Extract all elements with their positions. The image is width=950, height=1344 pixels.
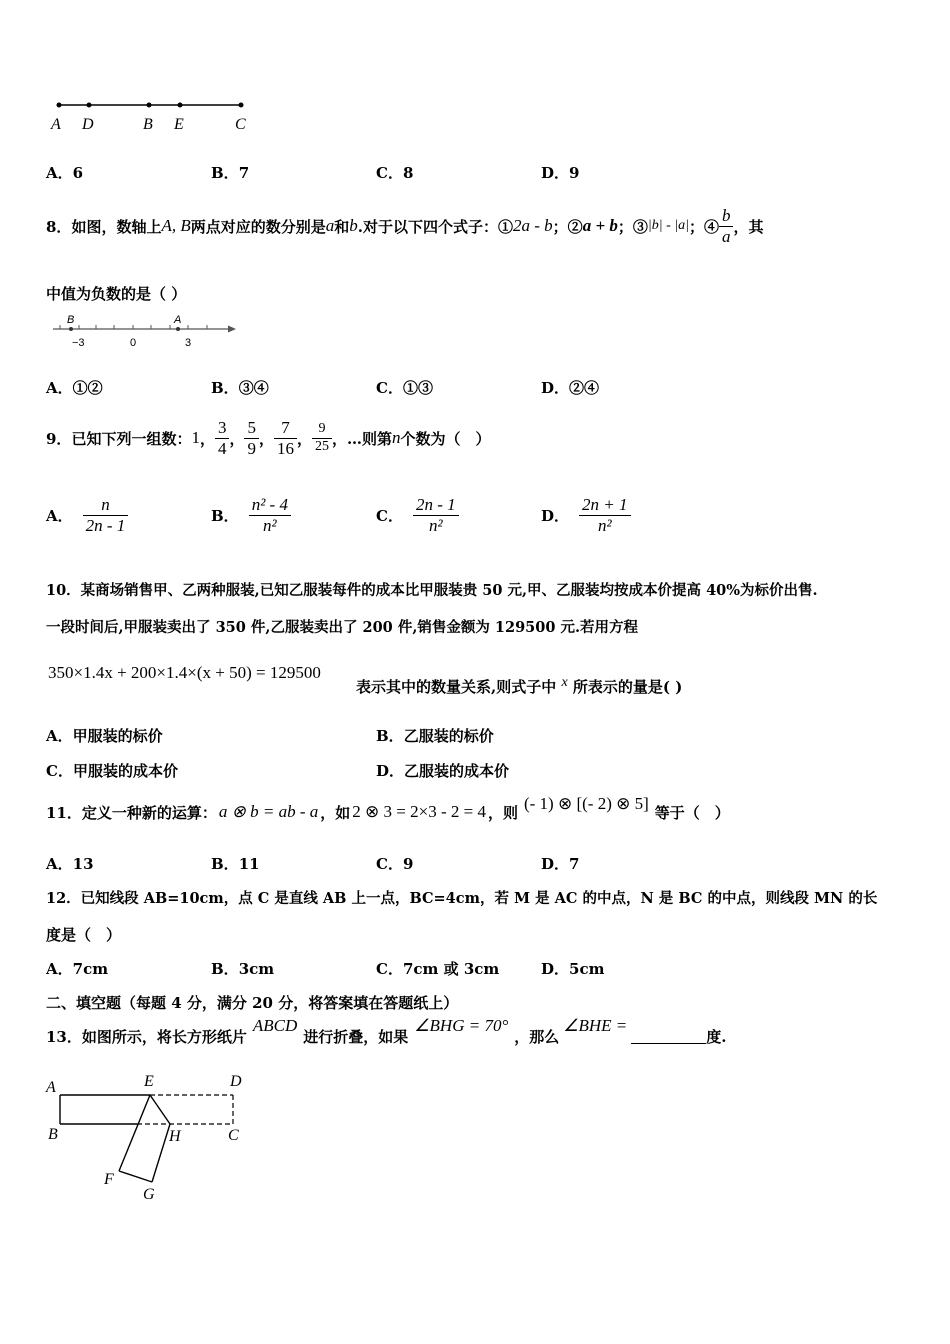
option-text: 7cm [72, 960, 109, 978]
q11-text-3: ，则 [487, 803, 518, 822]
option-key: A． [46, 727, 73, 745]
q9-comma: ， [199, 429, 215, 448]
q13-label-h: H [169, 1128, 181, 1145]
q9-text-3: 个数为（ ） [400, 429, 491, 448]
question-number: 13． [46, 1027, 82, 1046]
option-text: 7 [569, 855, 580, 873]
q10-stem-line2: 一段时间后,甲服装卖出了 350 件,乙服装卖出了 200 件,销售金额为 129500 元.若用方程 [46, 619, 639, 636]
fraction-numerator: n² - 4 [249, 495, 291, 516]
q7-point-a [57, 103, 62, 108]
option-text: 3cm [238, 960, 275, 978]
option-text: ①② [72, 379, 103, 397]
option-text: 甲服装的成本价 [72, 762, 178, 780]
q13-stem [46, 1014, 727, 1058]
q8-expr-2: a + b [582, 216, 618, 235]
q11-option-d[interactable] [541, 853, 579, 874]
q13-label-d: D [230, 1073, 242, 1090]
option-key: B． [376, 727, 404, 745]
option-key: B． [211, 506, 239, 525]
fraction-denominator: n² [263, 515, 277, 535]
q12-stem-line1: 12．已知线段 AB=10cm，点 C 是直线 AB 上一点，BC=4cm，若 M 是 AC 的中点，N 是 BC 的中点，则线段 MN 的长 [46, 890, 878, 907]
q11-option-c[interactable] [376, 853, 413, 874]
q9-term-3 [244, 418, 259, 458]
fraction-denominator: 25 [315, 438, 330, 454]
option-fraction [249, 495, 291, 535]
q8-text-6: ；③ [617, 217, 648, 236]
q9-text-1: 已知下列一组数： [71, 429, 192, 448]
q9-comma: ， [258, 429, 274, 448]
q10-option-b[interactable] [376, 725, 494, 746]
option-key: B． [211, 379, 239, 397]
fraction-numerator: 5 [244, 418, 259, 439]
q7-option-d[interactable] [541, 162, 579, 183]
q11-example: 2 ⊗ 3 = 2×3 - 2 = 4 [352, 802, 486, 821]
q9-comma: ， [297, 429, 313, 448]
q11-text-4: 等于（ ） [654, 803, 730, 822]
option-text: 7 [238, 164, 250, 182]
q8-text-3: 和 [334, 217, 350, 236]
q10-stem-line1: 10．某商场销售甲、乙两种服装,已知乙服装每件的成本比甲服装贵 50 元,甲、乙服装均按成本价提高 40%为标价出售. [46, 582, 818, 599]
q9-comma: ， [229, 429, 245, 448]
q13-ask-angle: ∠BHE = [563, 1016, 628, 1035]
option-key: C． [46, 762, 73, 780]
q12-option-c[interactable] [376, 958, 499, 979]
q8-text-1: 如图，数轴上 [71, 217, 162, 236]
q10-text-2: 所表示的量是( ) [572, 678, 683, 696]
option-key: B． [211, 960, 239, 978]
option-text: ①③ [402, 379, 433, 397]
question-number: 11． [46, 803, 82, 822]
q12-stem-line2: 度是（ ） [46, 926, 122, 944]
fraction-denominator: 9 [247, 438, 256, 458]
q10-text-1: 表示其中的数量关系,则式子中 [356, 678, 557, 696]
option-text: 5cm [569, 960, 605, 978]
q8-stem-line1 [46, 196, 763, 256]
q13-text-4: 度. [706, 1027, 727, 1046]
q13-condition: ∠BHG = 70° [414, 1016, 509, 1035]
q8-tick-0: 0 [130, 337, 137, 349]
q8-axis-label-b: B [67, 314, 75, 326]
option-key: C． [376, 855, 403, 873]
q7-label-b: B [143, 116, 153, 133]
q8-text-2: 两点对应的数分别是 [190, 217, 326, 236]
option-text: 6 [72, 164, 84, 182]
q8-option-d[interactable] [541, 377, 599, 398]
q8-expr-1: 2a - b [513, 216, 553, 235]
option-key: A． [46, 164, 73, 182]
q8-axis-label-a: A [174, 314, 182, 326]
q10-option-d[interactable] [376, 760, 509, 781]
option-text: 8 [402, 164, 414, 182]
option-key: D． [541, 855, 570, 873]
option-key: D． [541, 164, 570, 182]
q7-option-c[interactable] [376, 162, 413, 183]
fraction-denominator: 4 [217, 438, 227, 458]
option-text: 11 [238, 855, 260, 873]
q9-first-term: 1 [191, 428, 200, 447]
q9-stem [46, 408, 491, 468]
q10-stem-line3 [356, 675, 682, 697]
fraction-numerator: 3 [215, 418, 230, 439]
q8-option-b[interactable] [211, 377, 269, 398]
q8-expr-3: |b| - |a| [647, 218, 689, 233]
q11-text-2: ，如 [320, 803, 351, 822]
q9-option-c[interactable] [376, 495, 459, 535]
q8-number-line [50, 312, 240, 352]
q8-text-5: ；② [552, 217, 583, 236]
q10-option-c[interactable] [46, 760, 178, 781]
q13-text-3: ，那么 [514, 1027, 560, 1046]
q13-text-1: 如图所示，将长方形纸片 [81, 1027, 247, 1046]
fraction-numerator: 2n - 1 [413, 495, 459, 516]
q9-math-n: n [392, 428, 401, 447]
q8-math-b: b [349, 216, 358, 235]
option-key: A． [46, 960, 73, 978]
q7-line-figure [45, 95, 265, 135]
q7-label-a: A [51, 116, 61, 133]
q7-option-a[interactable] [46, 162, 83, 183]
q7-label-c: C [235, 116, 246, 133]
option-text: 9 [402, 855, 414, 873]
option-key: B． [211, 855, 239, 873]
fraction-denominator: n² [597, 515, 612, 535]
q8-stem-line2: 中值为负数的是（ ） [46, 285, 187, 303]
q13-answer-blank[interactable] [631, 1029, 706, 1044]
q13-label-e: E [144, 1073, 154, 1090]
q7-point-e [178, 103, 183, 108]
q8-math-ab: A, B [161, 216, 191, 235]
option-text: ③④ [238, 379, 269, 397]
q10-equation: 350×1.4x + 200×1.4×(x + 50) = 129500 [48, 663, 321, 682]
option-text: 7cm 或 3cm [402, 960, 500, 978]
option-key: B． [211, 164, 239, 182]
q7-option-b[interactable] [211, 162, 249, 183]
q13-text-2: 进行折叠，如果 [303, 1027, 409, 1046]
q11-option-a[interactable] [46, 853, 94, 874]
q11-expression: (- 1) ⊗ [(- 2) ⊗ 5] [523, 794, 649, 813]
q8-text-7: ；④ [688, 217, 719, 236]
q9-text-2: ，…则第 [332, 429, 393, 448]
option-text: 甲服装的标价 [72, 727, 163, 745]
q11-text-1: 定义一种新的运算： [81, 803, 217, 822]
option-key: C． [376, 506, 403, 525]
q10-option-a[interactable] [46, 725, 163, 746]
q8-tick-3: 3 [185, 337, 192, 349]
q9-option-d[interactable] [541, 495, 631, 535]
option-key: D． [541, 379, 570, 397]
q9-option-b[interactable] [211, 495, 291, 535]
q13-fold-figure [40, 1068, 260, 1208]
q8-point-a [176, 327, 180, 331]
q7-point-d [87, 103, 92, 108]
q11-option-b[interactable] [211, 853, 260, 874]
fraction-denominator: a [721, 226, 731, 246]
q13-math-abcd: ABCD [252, 1016, 298, 1035]
fraction-numerator: 7 [274, 418, 297, 439]
q9-term-4 [274, 418, 297, 458]
q9-term-2 [215, 418, 230, 458]
option-key: C． [376, 164, 403, 182]
q9-option-a[interactable] [46, 495, 128, 535]
fraction-denominator: n² [428, 515, 443, 535]
option-key: D． [541, 506, 570, 525]
option-text: ②④ [569, 379, 600, 397]
q7-label-d: D [82, 116, 94, 133]
option-key: A． [46, 855, 73, 873]
option-text: 乙服装的成本价 [404, 762, 510, 780]
q8-option-a[interactable] [46, 377, 103, 398]
q8-text-4: .对于以下四个式子：① [357, 217, 513, 236]
q12-option-b[interactable] [211, 958, 274, 979]
option-text: 乙服装的标价 [403, 727, 494, 745]
q8-tick-neg3: −3 [72, 337, 85, 349]
option-text: 13 [72, 855, 94, 873]
q7-point-b [147, 103, 152, 108]
option-key: A． [46, 506, 73, 525]
q8-fraction-b-over-a [719, 206, 734, 246]
option-fraction [413, 495, 459, 535]
fraction-numerator: 9 [312, 421, 332, 438]
q12-option-a[interactable] [46, 958, 108, 979]
q8-text-8: ，其 [733, 217, 764, 236]
q13-label-g: G [143, 1186, 155, 1203]
option-fraction [579, 495, 630, 535]
question-number: 9． [46, 429, 72, 448]
q8-option-c[interactable] [376, 377, 433, 398]
q11-stem [46, 792, 730, 832]
q13-label-a: A [46, 1079, 56, 1096]
q13-label-c: C [228, 1127, 239, 1144]
q13-label-f: F [104, 1171, 114, 1188]
q8-point-b [69, 327, 73, 331]
option-key: A． [46, 379, 73, 397]
fraction-denominator: 16 [277, 438, 294, 458]
q7-label-e: E [174, 116, 184, 133]
q13-label-b: B [48, 1126, 58, 1143]
option-key: D． [541, 960, 570, 978]
option-key: D． [376, 762, 405, 780]
q9-term-5 [312, 421, 332, 454]
option-key: C． [376, 960, 403, 978]
q7-point-c [239, 103, 244, 108]
fraction-numerator: 2n + 1 [579, 495, 630, 516]
q11-definition: a ⊗ b = ab - a [218, 802, 319, 821]
option-key: C． [376, 379, 403, 397]
option-text: 9 [569, 164, 580, 182]
q8-math-a: a [325, 216, 335, 235]
fraction-numerator: n [83, 495, 129, 516]
q12-option-d[interactable] [541, 958, 604, 979]
fraction-numerator: b [719, 206, 734, 227]
option-fraction [83, 495, 129, 535]
question-number: 8． [46, 217, 72, 236]
fraction-denominator: 2n - 1 [85, 515, 126, 535]
q10-math-x: x [561, 675, 568, 690]
section-2-heading: 二、填空题（每题 4 分，满分 20 分，将答案填在答题纸上） [46, 994, 459, 1012]
